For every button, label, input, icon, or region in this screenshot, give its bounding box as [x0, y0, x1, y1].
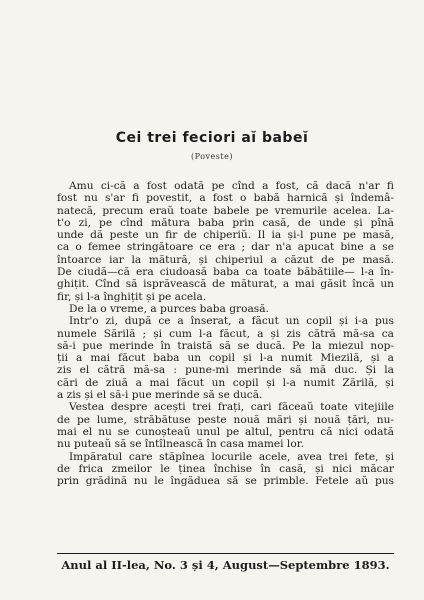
text-line: De la o vreme, a purces baba groasă. [69, 302, 269, 315]
text-line: Intr'o zi, după ce a înserat, a făcut un copil și i-a pus [69, 315, 394, 328]
text-line: De ciudă—că era ciudoasă baba ca toate băbătiile— l-a în- [57, 266, 394, 279]
story-body [57, 180, 394, 487]
text-line: ghițit. Cînd să isprăvească de măturat, a mai găsit încă un [57, 278, 394, 291]
text-line: de frica zmeilor le ținea închise în casă, și nici măcar [57, 462, 394, 475]
page-footer: Anul al II-lea, No. 3 și 4, August—Septembre 1893. [61, 558, 390, 572]
footer-divider [57, 553, 394, 554]
text-line: nu puteaŭ să se întîlnească în casa mamei lor. [57, 438, 304, 451]
text-line: t'o zi, pe cînd mătura baba prin casă, de unde și pînă [57, 216, 394, 229]
text-line: Impăratul care stăpînea locurile acele, avea trei fete, și [69, 450, 394, 463]
text-line: fir, și l-a înghițit și pe acela. [57, 290, 207, 303]
text-line: să-i pue merinde în traistă să se ducă. Pe la miezul nop- [57, 339, 394, 352]
text-line: ca o femee stringătoare ce era ; dar n'a apucat bine a se [57, 241, 394, 254]
text-line: natecă, precum eraŭ toate babele pe vremurile acelea. La- [57, 204, 394, 217]
text-line: numele Sărilă ; și cum l-a făcut, a și zis cătră mă-sa ca [57, 327, 394, 340]
text-line: a zis și el să-i pue merinde să se ducă. [57, 389, 263, 402]
text-line: ții a mai făcut baba un copil și l-a numit Miezilă, și a [57, 352, 394, 365]
text-line: cări de ziuă a mai făcut un copil și l-a numit Zărilă, și [57, 376, 394, 389]
text-line: fost nu s'ar fi povestit, a fost o babă harnică și îndemâ- [57, 192, 394, 205]
text-line: mai el nu se cunoșteaŭ unul pe altul, pentru că nici odată [57, 425, 394, 438]
text-line: prin grădină nu le îngăduea să se primble. Fetele aŭ pus [57, 475, 394, 488]
story-title: Cei trei feciori aĭ babeĭ [115, 130, 309, 146]
text-line: întoarce iar la mătură, și chiperiul a căzut de pe masă. [57, 253, 394, 266]
text-line: Amu ci-că a fost odată pe cînd a fost, că dacă n'ar fi [69, 180, 394, 192]
text-line: unde dă peste un fir de chiperiŭ. Il ia și-l pune pe masă, [57, 229, 394, 242]
text-line: de pe lume, străbătuse peste nouă mări și nouă țări, nu- [57, 413, 394, 426]
story-subtitle: (Poveste) [191, 152, 233, 161]
text-line: Vestea despre acești trei frați, cari făceaŭ toate vitejiile [69, 401, 394, 414]
text-line: zis el cătră mă-sa : pune-mi merinde să mă duc. Și la [57, 364, 394, 377]
